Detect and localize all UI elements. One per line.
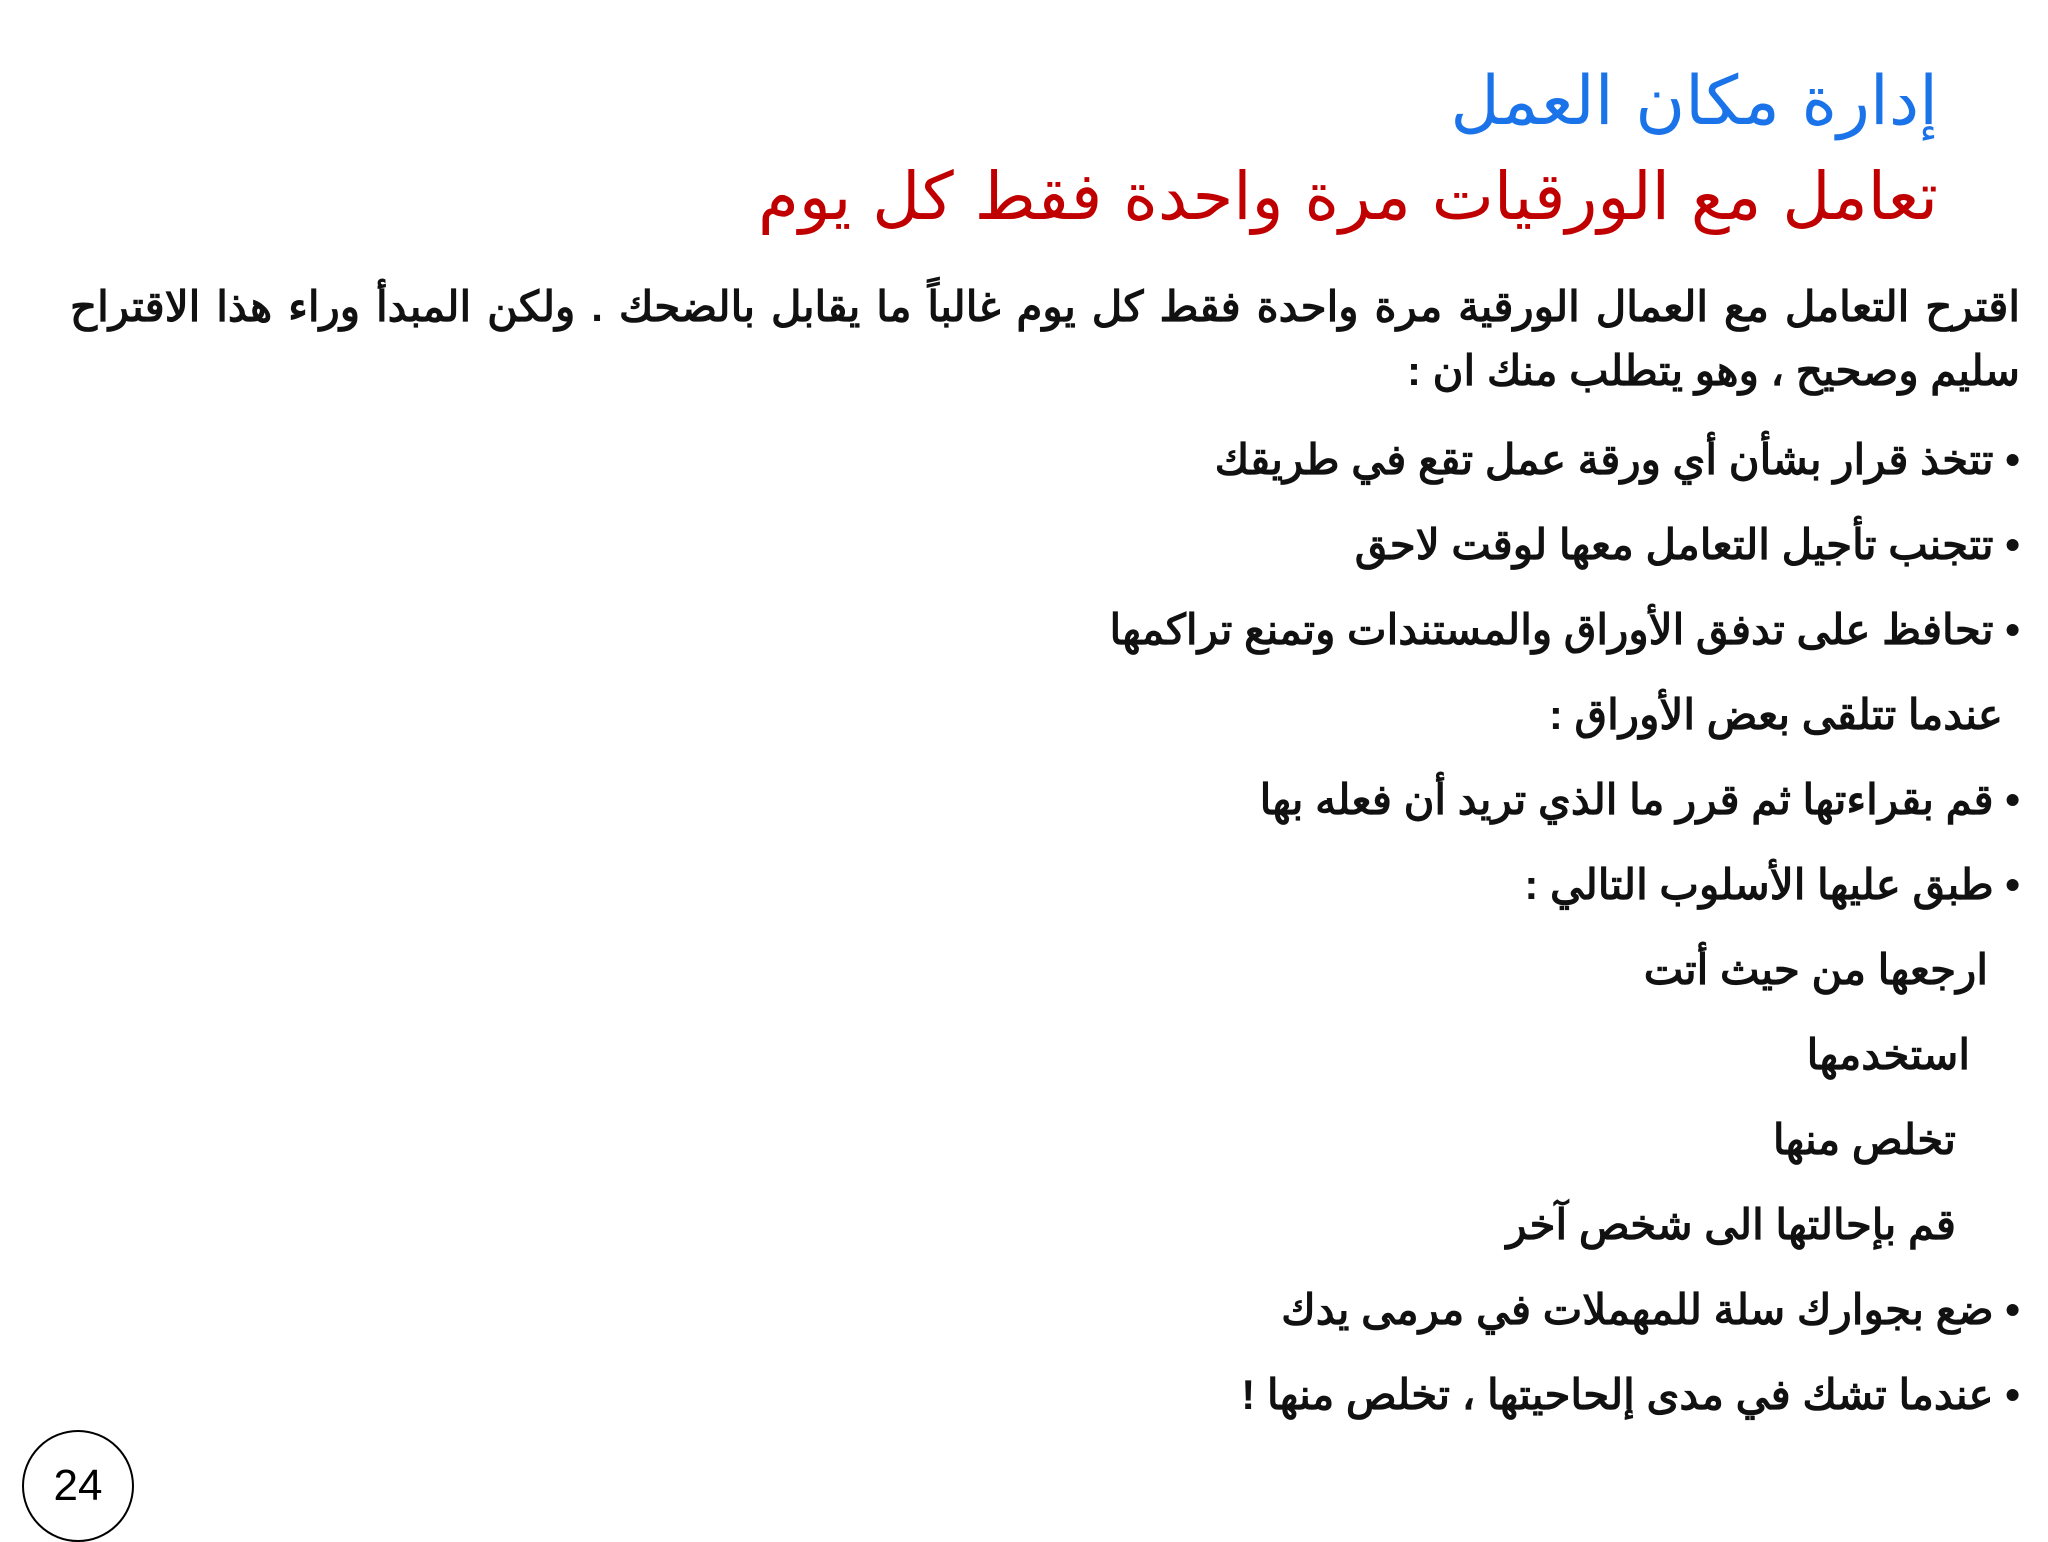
slide-subtitle: تعامل مع الورقيات مرة واحدة فقط كل يوم	[757, 158, 1938, 235]
page-number-badge	[22, 1430, 134, 1542]
option-item: استخدمها	[1806, 1031, 1970, 1078]
slide-title: إدارة مكان العمل	[1450, 62, 1938, 141]
option-item: قم بإحالتها الى شخص آخر	[1506, 1201, 1956, 1248]
bullet-item: • ضع بجوارك سلة للمهملات في مرمى يدك	[1281, 1285, 2020, 1334]
option-item: ارجعها من حيث أتت	[1643, 946, 1988, 993]
bullet-item: • قم بقراءتها ثم قرر ما الذي تريد أن فعله بها	[1260, 775, 2020, 824]
intro-paragraph: اقترح التعامل مع العمال الورقية مرة واحدة فقط كل يوم غالباً ما يقابل بالضحك . ولكن المبدأ وراء هذا الاقتراح سليم وصحيح ، وهو يتطلب منك ان :	[70, 283, 2020, 394]
section-heading: عندما تتلقى بعض الأوراق :	[1548, 691, 2003, 738]
page-number: 24	[53, 1461, 103, 1510]
bullet-item: • تحافظ على تدفق الأوراق والمستندات وتمنع تراكمها	[1109, 605, 2020, 654]
option-item: تخلص منها	[1772, 1116, 1956, 1163]
bullet-item: • تتخذ قرار بشأن أي ورقة عمل تقع في طريقك	[1215, 435, 2020, 484]
bullet-item: • طبق عليها الأسلوب التالي :	[1524, 860, 2020, 909]
bullet-item: • تتجنب تأجيل التعامل معها لوقت لاحق	[1355, 520, 2020, 569]
bullet-item: • عندما تشك في مدى إلحاحيتها ، تخلص منها !	[1241, 1370, 2020, 1419]
